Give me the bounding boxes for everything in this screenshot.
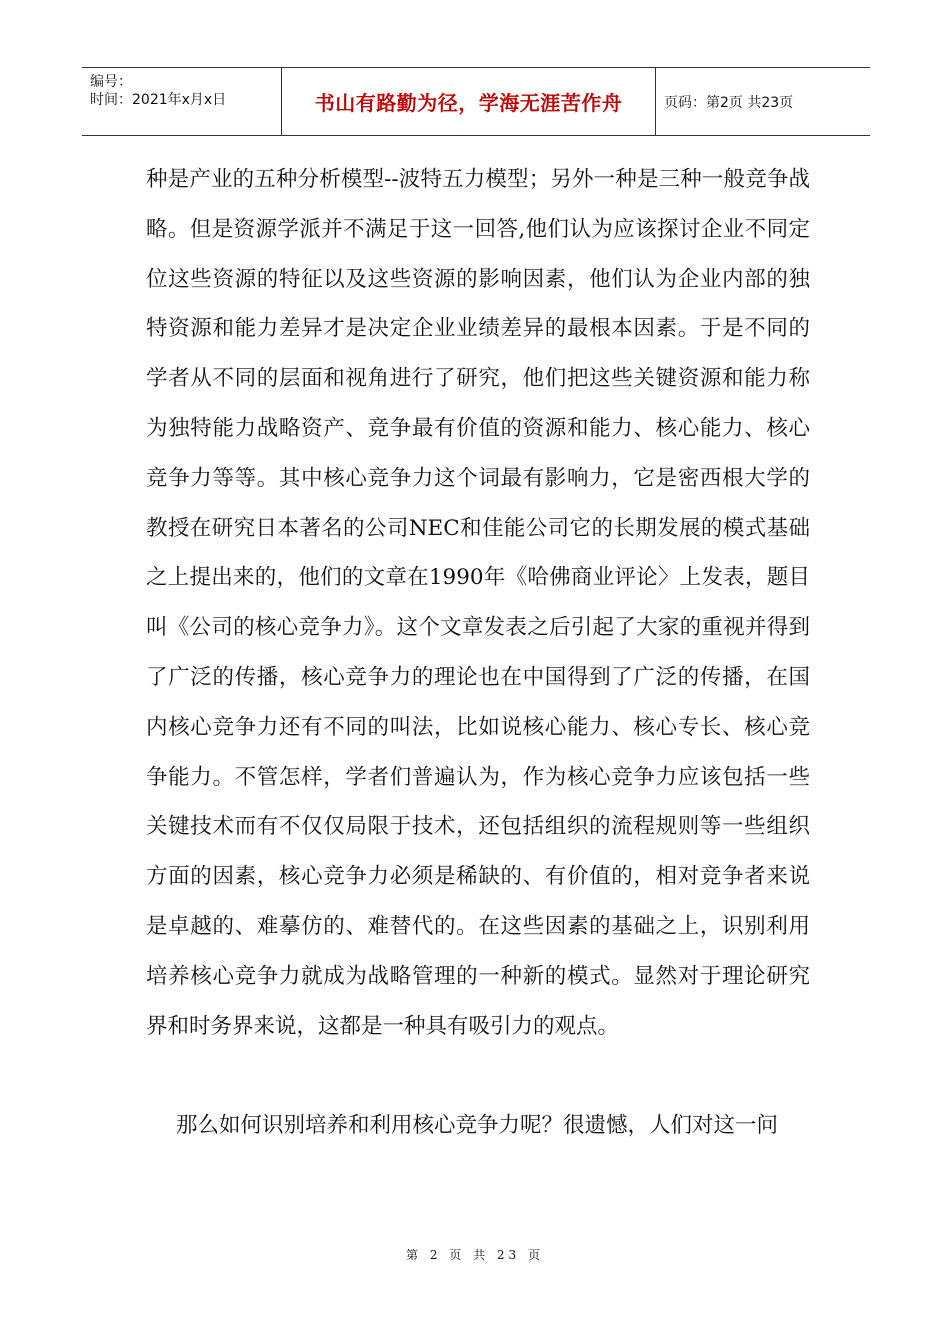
document-date: 时间：2021年x月x日 (90, 92, 227, 108)
page-header (82, 67, 870, 136)
header-page-info: 页码：第2页 共23页 (664, 94, 794, 111)
page-footer: 第 2 页 共 23 页 (406, 1248, 544, 1262)
document-body (146, 155, 810, 1151)
header-motto: 书山有路勤为径，学海无涯苦作舟 (282, 68, 656, 135)
header-meta (82, 68, 282, 135)
body-paragraph-1: 种是产业的五种分析模型--波特五力模型；另外一种是三种一般竞争战略。但是资源学派并不满足于这一回答,他们认为应该探讨企业不同定位这些资源的特征以及这些资源的影响因素，他们认为企业内部的独特资源和能力差异才是决定企业业绩差异的最根本因素。于是不同的学者从不同的层面和视角进行了研究，他们把这些关键资源和能力称为独特能力战略资产、竞争最有价值的资源和能力、核心能力、核心竞争力等等。其中核心竞争力这个词最有影响力，它是密西根大学的教授在研究日本著名的公司NEC和佳能公司它的长期发展的模式基础之上提出来的，他们的文章在1990年《哈佛商业评论〉上发表，题目叫《公司的核心竞争力》。这个文章发表之后引起了大家的重视并得到了广泛的传播，核心竞争力的理论也在中国得到了广泛的传播，在国内核心竞争力还有不同的叫法，比如说核心能力、核心专长、核心竞争能力。不管怎样，学者们普遍认为，作为核心竞争力应该包括一些关键技术而有不仅仅局限于技术，还包括组织的流程规则等一些组织方面的因素，核心竞争力必须是稀缺的、有价值的，相对竞争者来说是卓越的、难摹仿的、难替代的。在这些因素的基础之上，识别利用培养核心竞争力就成为战略管理的一种新的模式。显然对于理论研究界和时务界来说，这都是一种具有吸引力的观点。 (146, 167, 810, 1039)
body-paragraph-2: 那么如何识别培养和利用核心竞争力呢？很遗憾，人们对这一问 (176, 1113, 779, 1139)
document-number-label: 编号： (90, 74, 132, 90)
